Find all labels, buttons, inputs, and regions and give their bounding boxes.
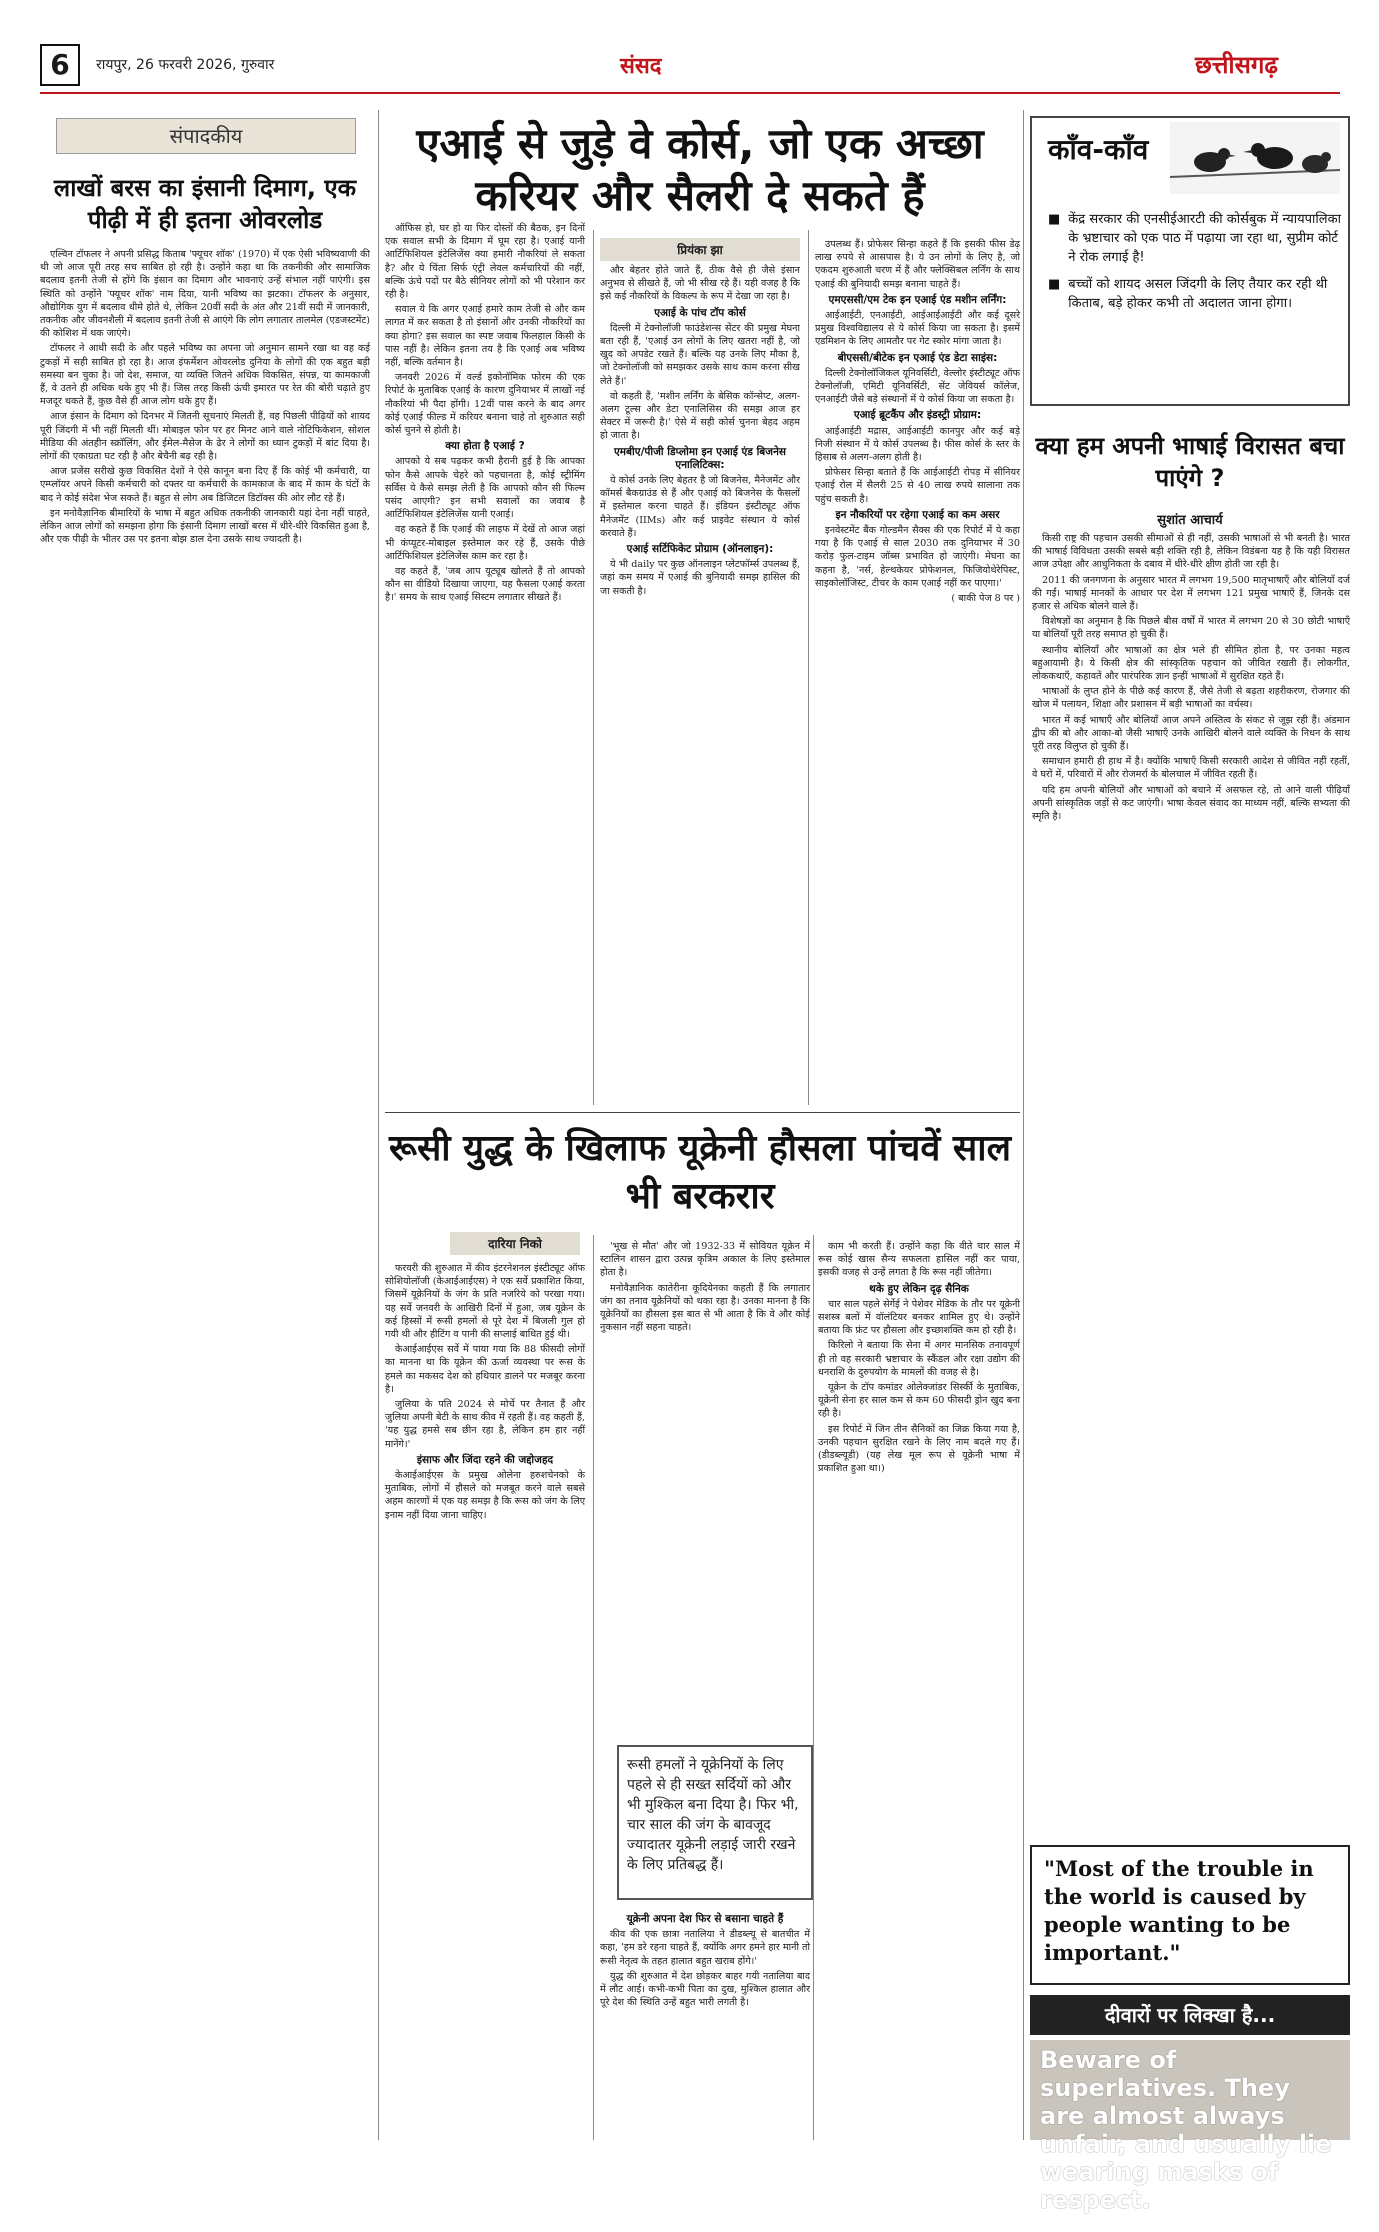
kaav-kaav-text: केंद्र सरकार की एनसीईआरटी की कोर्सबुक में न्यायपालिका के भ्रष्टाचार को एक पाठ में पढ़ाया जा रहा था, सुप्रीम कोर्ट ने रोक लगाई है! (1068, 212, 1341, 265)
article-subhead: इंसाफ और जिंदा रहने की जद्दोजहद (416, 1453, 554, 1466)
article-paragraph: 'भूख से मौत' और जो 1932-33 में सोवियत यूक्रेन में स्टालिन शासन द्वारा उत्पन्न कृत्रिम अकाल के लिए इस्तेमाल होता है। (600, 1241, 810, 1279)
kaav-kaav-item (1048, 210, 1343, 267)
article-paragraph: 2011 की जनगणना के अनुसार भारत में लगभग 19,500 मातृभाषाएँ और बोलियाँ दर्ज की गईं। भाषाई मानकों के आधार पर देश में लगभग 121 प्रमुख भाषाएँ हैं, जिनके दस हजार से अधिक बोलने वाले हैं। (1032, 574, 1350, 613)
main-article-col3 (815, 238, 1020, 1102)
article-paragraph: यूक्रेन के टॉप कमांडर ओलेक्जांडर सिर्स्की के मुताबिक, यूक्रेनी सेना हर साल कम से कम 60 फीसदी ड्रोन खुद बना रही है। (818, 1382, 1020, 1420)
article-paragraph: आईआईटी, एनआईटी, आईआईआईटी और कई दूसरे प्रमुख विश्वविद्यालय से ये कोर्स किया जा सकता है। इसमें एडमिशन के लिए आमतौर पर गेट स्कोर मांगा जाता है। (815, 310, 1020, 348)
kaav-kaav-list (1048, 210, 1343, 313)
article-paragraph: भारत में कई भाषाएँ और बोलियाँ आज अपने अस्तित्व के संकट से जूझ रही हैं। अंडमान द्वीप की बो और आका-बो जैसी भाषाएँ उनके आखिरी बोलने वाले व्यक्ति के निधन के साथ पूरी तरह विलुप्त हो चुकी हैं। (1032, 714, 1350, 753)
article-paragraph: ये कोर्स उनके लिए बेहतर है जो बिजनेस, मैनेजमेंट और कॉमर्स बैकग्राउंड से हैं और एआई को बिजनेस के फैसलों में इस्तेमाल करना चाहते हैं। इंडियन इंस्टीट्यूट ऑफ मैनेजमेंट (IIMs) और कई प्राइवेट संस्थान ये कोर्स करवाते हैं। (600, 475, 800, 539)
column-divider (378, 110, 379, 2140)
article-paragraph: वह कहते हैं कि एआई की लाइफ में देखें तो आज जहां भी कंप्यूटर-मोबाइल इस्तेमाल कर रहे हैं, उसके पीछे आर्टिफिशियल इंटेलिजेंस काम कर रहा है। (385, 524, 585, 562)
article-paragraph: जनवरी 2026 में वर्ल्ड इकोनॉमिक फोरम की एक रिपोर्ट के मुताबिक एआई के कारण दुनियाभर में लाखों नई नौकरियां भी पैदा होंगी। 12वीं पास करने के बाद अगर कोई एआई फील्ड में करियर बनाना चाहे तो शुरुआत सही कोर्स चुनने से होती है। (385, 372, 585, 437)
editorial-paragraph: एल्विन टॉफलर ने अपनी प्रसिद्ध किताब 'फ्यूचर शॉक' (1970) में एक ऐसी भविष्यवाणी की थी जो आज पूरी तरह सच साबित हो रही है। उन्होंने कहा था कि तकनीकी और सामाजिक बदलाव इतनी तेजी से होंगे कि इंसान का दिमाग और भावनाएं उन्हें संभाल नहीं पाएंगी। इस स्थिति को उन्होंने 'फ्यूचर शॉक' नाम दिया, यानी भविष्य का झटका। टॉफलर के अनुसार, औद्योगिक युग में बदलाव धीमे होते थे, लेकिन 20वीं सदी के अंत और 21वीं सदी में जानकारी, तकनीक और जीवनशैली में बदलाव इतनी तेजी से आएंगे कि लोग लगातार तालमेल (एडजस्टमेंट) की कोशिश में थक जाएंगे। (40, 249, 370, 340)
article-subhead: एमएससी/एम टेक इन एआई एंड मशीन लर्निंग: (828, 293, 1007, 306)
article-paragraph: इस रिपोर्ट में जिन तीन सैनिकों का जिक्र किया गया है, उनकी पहचान सुरक्षित रखने के लिए नाम बदले गए हैं। (डीडब्ल्यूडी) (यह लेख मूल रूप से यूक्रेनी भाषा में प्रकाशित हुआ था।) (818, 1423, 1020, 1475)
article-subhead: यूक्रेनी अपना देश फिर से बसाना चाहते हैं (626, 1913, 784, 1925)
article-paragraph: आईआईटी मद्रास, आईआईटी कानपुर और कई बड़े निजी संस्थान में ये कोर्स उपलब्ध है। फीस कोर्स के स्तर के हिसाब से अलग-अलग होती है। (815, 425, 1020, 464)
article-paragraph: केआईआईएस सर्वे में पाया गया कि 88 फीसदी लोगों का मानना था कि यूक्रेन की ऊर्जा व्यवस्था पर रूस के हमले का मकसद देश को हथियार डालने पर मजबूर करना है। (385, 1344, 585, 1395)
article-paragraph: उपलब्ध हैं। प्रोफेसर सिन्हा कहते हैं कि इसकी फीस डेढ़ लाख रुपये से आसपास है। ये उन लोगों के लिए है, जो एकदम शुरुआती चरण में हैं और फ्लेक्सिबल लर्निंग के साथ एआई की बुनियादी समझ बनाना चाहते हैं। (815, 239, 1020, 290)
column-divider (593, 230, 594, 1105)
article-paragraph: दिल्ली में टेक्नोलॉजी फाउंडेशन्स सेंटर की प्रमुख मेघना बता रही हैं, 'एआई उन लोगों के लिए खतरा नहीं है, जो खुद को अपडेट रखते हैं। बल्कि यह उनके लिए मौका है, जो टेक्नोलॉजी को समझकर उसके साथ काम करना सीख लेते हैं।' (600, 322, 800, 387)
wall-quote-text: Beware of superlatives. They are almost always unfair, and usually lie wearing masks of respect. (1040, 2046, 1332, 2214)
editorial-paragraph: आज प्रजेंस सरीखे कुछ विकसित देशों ने ऐसे कानून बना दिए हैं कि कोई भी कर्मचारी, या एम्प्लॉयर अपने किसी कर्मचारी को दफ्तर या कर्मचारी के कामकाज के बाद में काम के घंटों के बाद ने कोई संदेश भेज सकते हैं। बहुत से लोग अब डिजिटल डिटॉक्स की ओर लौट रहे हैं। (40, 466, 370, 504)
article-paragraph: किरिलो ने बताया कि सेना में अगर मानसिक तनावपूर्ण ही तो वह सरकारी भ्रष्टाचार के स्कैंडल और रक्षा उद्योग की धनराशि के दुरुपयोग के मामलों की वजह से है। (818, 1340, 1020, 1378)
column-divider (813, 1235, 814, 2140)
wall-quote-box (1030, 2040, 1350, 2232)
second-headline: रूसी युद्ध के खिलाफ यूक्रेनी हौसला पांचवें साल भी बरकरार (389, 1128, 1011, 1217)
article-paragraph: चार साल पहले सेर्गेई ने पेशेवर मेडिक के तौर पर यूक्रेनी सशस्त्र बलों में वॉलंटियर बनकर शामिल हुए थे। उन्होंने बताया कि फ्रंट पर हौसला और इच्छाशक्ति कम हो रही है। (818, 1298, 1020, 1337)
header-rule (40, 92, 1340, 94)
article-paragraph: समाधान हमारी ही हाथ में है। क्योंकि भाषाएँ किसी सरकारी आदेश से जीवित नहीं रहतीं, वे घरों में, परिवारों में और रोजमर्रा के बोलचाल में जीवित रहती हैं। (1032, 756, 1350, 781)
wall-quote-heading: दीवारों पर लिक्खा है... (1030, 1995, 1350, 2035)
kaav-kaav-item (1048, 275, 1343, 313)
article-subhead: क्या होता है एआई ? (445, 440, 525, 453)
second-article-col1 (385, 1262, 585, 2137)
main-headline: एआई से जुड़े वे कोर्स, जो एक अच्छा करियर और सैलरी दे सकते हैं (416, 119, 984, 220)
article-paragraph: और बेहतर होते जाते हैं, ठीक वैसे ही जैसे इंसान अनुभव से सीखते हैं, जो भी सीख रहे हैं। यही वजह है कि इसे कई नौकरियों के विकल्प के रूप में देखा जा रहा है। (600, 265, 800, 303)
article-subhead: एआई सर्टिफिकेट प्रोग्राम (ऑनलाइन): (626, 543, 774, 556)
editorial-body (40, 248, 370, 2138)
article-subhead: एआई ब्रूटकैंप और इंडस्ट्री प्रोग्राम: (853, 409, 982, 422)
right-article-body (1032, 532, 1350, 1832)
second-byline (450, 1232, 580, 1255)
square-bullet-icon: ■ (1048, 277, 1061, 292)
right-article-byline: सुशांत आचार्य (1157, 513, 1223, 528)
article-paragraph: प्रोफेसर सिन्हा बताते हैं कि आईआईटी रोपड़ में सीनियर एआई रोल में सैलरी 25 से 40 लाख रुपये सालाना तक पहुंच सकती है। (815, 467, 1020, 505)
article-subhead: थके हुए लेकिन दृढ़ सैनिक (869, 1282, 969, 1295)
editorial-paragraph: टॉफलर ने आधी सदी के और पहले भविष्य का अपना जो अनुमान सामने रखा था वह कई टुकड़ों में सही साबित हो रहा है। आज इंफर्मेशन ओवरलोड दुनिया के लोगों की एक बहुत बड़ी समस्या बन चुका है। जो देश, समाज, या व्यक्ति जितने अधिक विकसित, संपन्न, या कामकाजी हैं, वे उतने ही अधिक थके हुए भी हैं। जिस तरह किसी ऊंची इमारत पर रेत की बोरी चढ़ाते हुए मजदूर थकते हैं, कुछ वैसे ही आज लोग थके हुए हैं। (40, 343, 370, 408)
editorial-paragraph: आज इंसान के दिमाग को दिनभर में जितनी सूचनाएं मिलती हैं, वह पिछली पीढ़ियों को शायद पूरी जिंदगी में भी नहीं मिलती थीं। मोबाइल फोन पर हर मिनट आने वाले नोटिफिकेशन, सोशल मीडिया की अंतहीन स्क्रॉलिंग, और ईमेल-मैसेज के ढेर ने लोगों का ध्यान टुकड़ों में बांट दिया है। लोगों की एकाग्रता घट रही है और बेचैनी बढ़ रही है। (40, 411, 370, 463)
article-paragraph: केआईआईएस के प्रमुख ओलेना हरुशचेनको के मुताबिक, लोगों में हौसले को मजबूत करने वाले सबसे अहम कारणों में एक यह समझ है कि रूस को जंग के लिए इनाम नहीं दिया जाना चाहिए। (385, 1470, 585, 1521)
second-article-col3 (818, 1240, 1020, 2138)
kaav-kaav-title: काँव-काँव (1048, 133, 1149, 166)
article-paragraph: वह कहते हैं, 'जब आप यूट्यूब खोलते हैं तो आपको कौन सा वीडियो दिखाया जाएगा, यह फैसला एआई करता है।' समय के साथ एआई सिस्टम लगातार सीखते हैं। (385, 566, 585, 604)
quote-box: "Most of the trouble in the world is caused by people wanting to be important." (1030, 1845, 1350, 1985)
article-subhead: एमबीए/पीजी डिप्लोमा इन एआई एंड बिजनेस एनालिटिक्स: (613, 445, 787, 471)
article-paragraph: स्थानीय बोलियाँ और भाषाओं का क्षेत्र भले ही सीमित होता है, पर उनका महत्व बहुआयामी है। ये किसी क्षेत्र की सांस्कृतिक पहचान को जीवित रखती हैं। लोकगीत, लोककथाएँ, कहावतें और पारंपरिक ज्ञान इन्हीं भाषाओं में सुरक्षित रहते हैं। (1032, 644, 1350, 683)
wall-quote-author: -Sunil Kumar (1040, 2214, 1150, 2232)
article-paragraph: वो कहती हैं, 'मशीन लर्निंग के बेसिक कॉन्सेप्ट, अलग-अलग टूल्स और डेटा एनालिसिस की समझ आज हर सेक्टर में जरूरी है।' ऐसे में सही कोर्स चुनना बेहद अहम हो जाता है। (600, 390, 800, 442)
article-paragraph: जुलिया के पति 2024 से मोर्चे पर तैनात हैं और जुलिया अपनी बेटी के साथ कीव में रहती हैं। वह कहती हैं, 'यह युद्ध हमसे सब छीन रहा है, लेकिन हम हार नहीं मानेंगे।' (385, 1399, 585, 1450)
article-paragraph: कीव की एक छात्रा नतालिया ने डीडब्ल्यू से बातचीत में कहा, 'हम डरे रहना चाहते हैं, क्योंकि अगर हमने हार मानी तो रूसी नेतृत्व के तहत हालात बहुत खराब होंगे।' (600, 1929, 810, 1967)
date-line: रायपुर, 26 फरवरी 2026, गुरुवार (96, 57, 275, 73)
column-divider (1023, 110, 1024, 2140)
article-paragraph: युद्ध की शुरुआत में देश छोड़कर बाहर गयी नतालिया बाद में लौट आई। कभी-कभी पिता का दुख, मुश्किल हालात और पूरे देश की स्थिति उन्हें बहुत भारी लगती है। (600, 1970, 810, 2009)
article-paragraph: आपको ये सब पढ़कर कभी हैरानी हुई है कि आपका फोन कैसे आपके चेहरे को पहचानता है, कोई स्ट्रीमिंग सर्विस ये कैसे समझ लेती है कि आपको कौन सी फिल्म पसंद आएगी? इन सभी सवालों का जवाब है आर्टिफिशियल इंटेलिजेंस यानी एआई। (385, 456, 585, 521)
main-byline (600, 238, 800, 261)
page-number: 6 (40, 44, 80, 86)
continued-note: ( बाकी पेज 8 पर ) (951, 593, 1020, 605)
article-paragraph: काम भी करती हैं। उन्होंने कहा कि वीते चार साल में रूस कोई खास सैन्य सफलता हासिल नहीं कर पाया, इसकी वजह से उन्हें लगता है कि रूस नहीं जीतेगा। (818, 1241, 1020, 1279)
byline: दारिया निको (450, 1232, 580, 1255)
main-article-col2 (600, 264, 800, 1102)
section-title: संसद (620, 54, 662, 79)
column-divider (593, 1235, 594, 2140)
article-subhead: इन नौकरियों पर रहेगा एआई का कम असर (835, 508, 1000, 521)
kaav-kaav-text: बच्चों को शायद असल जिंदगी के लिए तैयार कर रही थी किताब, बड़े होकर कभी तो अदालत जाना होगा। (1068, 277, 1328, 311)
article-paragraph: ऑफिस हो, घर हो या फिर दोस्तों की बैठक, इन दिनों एक सवाल सभी के दिमाग में घूम रहा है। एआई यानी आर्टिफिशियल इंटेलिजेंस क्या हमारी नौकरियां ले सकता है? और ये चिंता सिर्फ एंट्री लेवल कर्मचारियों की नहीं, बल्कि ऊंचे पदों पर बैठे सीनियर लोगों को भी परेशान कर रही है। (385, 223, 585, 301)
article-paragraph: भाषाओं के लुप्त होने के पीछे कई कारण हैं, जैसे तेजी से बढ़ता शहरीकरण, रोजगार की खोज में पलायन, शिक्षा और प्रशासन में बड़ी भाषाओं का वर्चस्व। (1032, 686, 1350, 711)
article-paragraph: यदि हम अपनी बोलियों और भाषाओं को बचाने में असफल रहे, तो आने वाली पीढ़ियाँ अपनी सांस्कृतिक जड़ों से कट जाएंगी। भाषा केवल संवाद का माध्यम नहीं, बल्कि सभ्यता की स्मृति है। (1032, 784, 1350, 823)
crows-illustration-icon (1170, 122, 1340, 194)
article-paragraph: मनोवैज्ञानिक कातेरीना कूदियेनका कहती हैं कि लगातार जंग का तनाव यूक्रेनियों को थका रहा है। उनका मानना है कि यूक्रेनियों का हौसला इस बात से भी आता है कि वे और कोई नुकसान नहीं सहना चाहते। (600, 1282, 810, 1334)
editorial-tag: संपादकीय (56, 118, 356, 154)
article-subhead: बीएससी/बीटेक इन एआई एंड डेटा साइंस: (837, 351, 998, 364)
article-paragraph: ये भी daily पर कुछ ऑनलाइन प्लेटफॉर्म्स उपलब्ध हैं, जहां कम समय में एआई की बुनियादी समझ हासिल की जा सकती है। (600, 559, 800, 597)
article-paragraph: सवाल ये कि अगर एआई हमारे काम तेजी से और कम लागत में कर सकता है तो इंसानों और उनकी नौकरियों का क्या होगा? इस सवाल का स्पष्ट जवाब फिलहाल किसी के पास नहीं है। लेकिन इतना तय है कि एआई अब भविष्य नहीं, बल्कि वर्तमान है। (385, 304, 585, 369)
second-article-col2b (600, 1910, 810, 2138)
square-bullet-icon: ■ (1048, 212, 1061, 227)
column-divider (808, 230, 809, 1105)
editorial-paragraph: इन मनोवैज्ञानिक बीमारियों के भाषा में बहुत अधिक तकनीकी जानकारी यहां देना नहीं चाहते, लेकिन आज लोगों को समझना होगा कि इंसानी दिमाग लाखों बरस में धीरे-धीरे विकसित हुआ है, और एक पीढ़ी के भीतर उस पर इतना बोझ डाल देना उसके साथ ज्यादती है। (40, 507, 370, 546)
byline: प्रियंका झा (600, 238, 800, 261)
article-paragraph: फरवरी की शुरुआत में कीव इंटरनेशनल इंस्टीट्यूट ऑफ सोशियोलॉजी (केआईआईएस) ने एक सर्वे प्रकाशित किया, जिसमें यूक्रेनियों के जंग के प्रति नजरिये को परखा गया। यह सर्वे जनवरी के आखिरी दिनों में हुआ, जब यूक्रेन के कई हिस्सों में रूसी हमलों से पूरे देश में बिजली गुल हो गयी थी और हीटिंग व पानी की सप्लाई बाधित हुई थी। (385, 1263, 585, 1341)
editorial-title: लाखों बरस का इंसानी दिमाग, एक पीढ़ी में ही इतना ओवरलोड (53, 174, 357, 234)
article-paragraph: विशेषज्ञों का अनुमान है कि पिछले बीस वर्षों में भारत में लगभग 20 से 30 छोटी भाषाएँ या बोलियाँ पूरी तरह समाप्त हो चुकी हैं। (1032, 616, 1350, 641)
right-article-headline: क्या हम अपनी भाषाई विरासत बचा पाएंगे ? (1035, 432, 1345, 492)
article-paragraph: इनवेस्टमेंट बैंक गोल्डमैन सैक्स की एक रिपोर्ट में ये कहा गया है कि एआई से साल 2030 तक दुनियाभर में 30 करोड़ फुल-टाइम जॉब्स प्रभावित हो जाएंगी। मेघना का कहना है, 'नर्स, हेल्थकेयर प्रोफेशनल, फिजियोथेरेपिस्ट, साइकोलॉजिस्ट, टीचर के काम एआई नहीं कर पाएगा।' (815, 525, 1020, 589)
second-article-col2 (600, 1240, 810, 1735)
paper-name: छत्तीसगढ़ (1195, 51, 1278, 79)
article-paragraph: दिल्ली टेक्नोलॉजिकल यूनिवर्सिटी, वेल्लोर इंस्टीट्यूट ऑफ टेक्नोलॉजी, एमिटी यूनिवर्सिटी, सेंट जेवियर्स कॉलेज, एनआईटी जैसे बड़े संस्थानों में ये कोर्स किया जा सकता है। (815, 367, 1020, 406)
article-divider (385, 1112, 1020, 1113)
article-paragraph: किसी राष्ट्र की पहचान उसकी सीमाओं से ही नहीं, उसकी भाषाओं से भी बनती है। भारत की भाषाई विविधता उसकी सबसे बड़ी शक्ति रही है, लेकिन विडंबना यह है कि यही विरासत आज उपेक्षा और आधुनिकता के दबाव में धीरे-धीरे क्षीण होती जा रही है। (1032, 533, 1350, 571)
main-article-col1 (385, 222, 585, 1102)
pull-quote: रूसी हमलों ने यूक्रेनियों के लिए पहले से ही सख्त सर्दियों को और भी मुश्किल बना दिया है। फिर भी, चार साल की जंग के बावजूद ज्यादातर यूक्रेनी लड़ाई जारी रखने के लिए प्रतिबद्ध हैं। (617, 1745, 813, 1900)
article-subhead: एआई के पांच टॉप कोर्स (654, 306, 746, 319)
